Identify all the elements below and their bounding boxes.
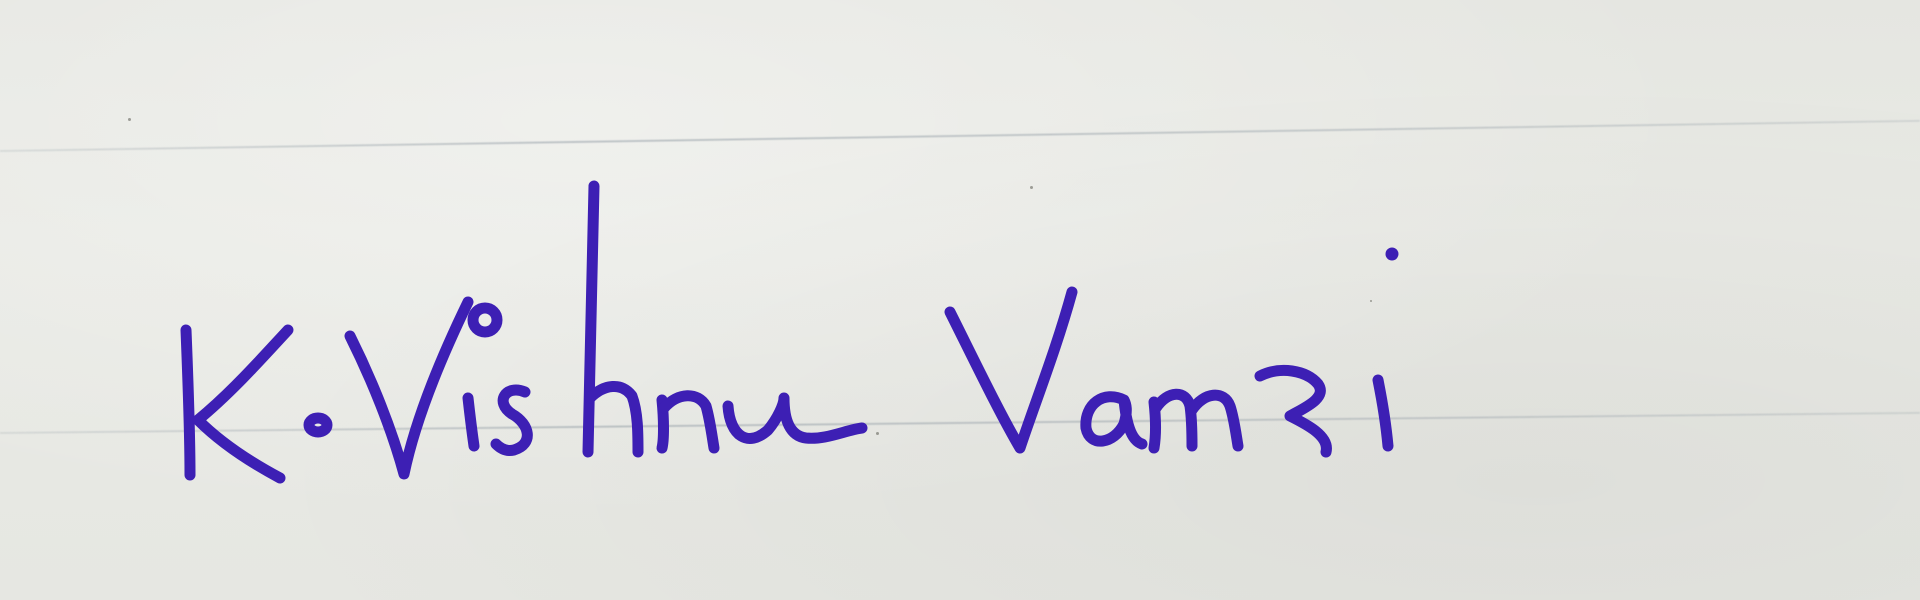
- letter-v-2: [950, 292, 1072, 448]
- letter-s-2: [1260, 370, 1326, 452]
- letter-n: [662, 396, 714, 448]
- letter-u: [728, 398, 862, 438]
- letter-i: [468, 308, 497, 446]
- dot-mark: [1388, 250, 1396, 258]
- letter-k: [186, 330, 288, 478]
- letter-a: [1086, 397, 1142, 444]
- letter-i-2: [1378, 380, 1388, 446]
- letter-h: [588, 186, 638, 452]
- letter-v: [350, 302, 468, 474]
- letter-m: [1154, 394, 1238, 448]
- period-mark: [309, 418, 327, 432]
- letter-s: [496, 390, 527, 451]
